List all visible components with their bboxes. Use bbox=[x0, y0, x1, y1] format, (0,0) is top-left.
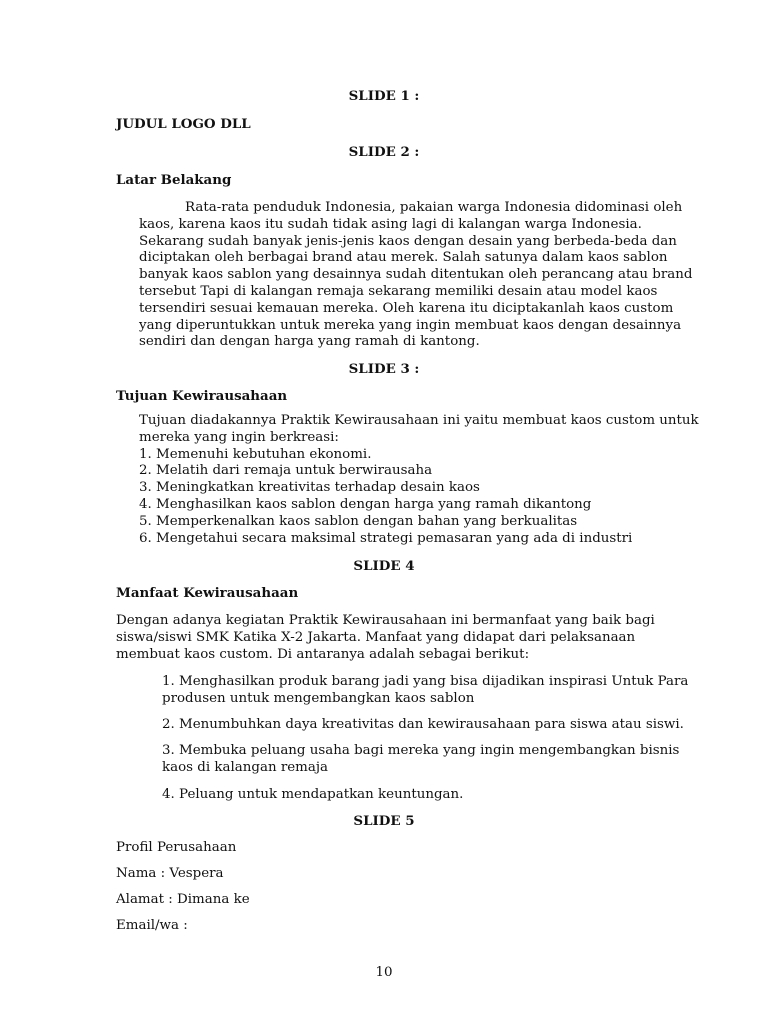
list-item-line: 2. Menumbuhkan daya kreativitas dan kewirausahaan para siswa atau siswi. bbox=[162, 717, 684, 732]
paragraph-line: diciptakan oleh berbagai brand atau merek. Salah satunya dalam kaos sablon bbox=[139, 250, 668, 266]
slide2-heading: SLIDE 2 : bbox=[348, 144, 420, 160]
paragraph-line: banyak kaos sablon yang desainnya sudah ditentukan oleh perancang atau brand bbox=[139, 267, 693, 283]
section-title-manfaat: Manfaat Kewirausahaan bbox=[116, 585, 299, 601]
profil-perusahaan-label: Profil Perusahaan bbox=[116, 840, 237, 855]
paragraph-line: sendiri dan dengan harga yang ramah di kantong. bbox=[139, 334, 480, 350]
list-item-line: kaos di kalangan remaja bbox=[162, 759, 328, 775]
paragraph-line: yang diperuntukkan untuk mereka yang ingin membuat kaos dengan desainnya bbox=[139, 317, 682, 333]
list-item: 4. Menghasilkan kaos sablon dengan harga yang ramah dikantong bbox=[139, 496, 592, 512]
paragraph-line: membuat kaos custom. Di antaranya adalah sebagai berikut: bbox=[116, 646, 530, 662]
paragraph-line: kaos, karena kaos itu sudah tidak asing lagi di kalangan warga Indonesia. bbox=[139, 216, 642, 232]
slide4-heading: SLIDE 4 bbox=[353, 558, 415, 574]
section-title-tujuan: Tujuan Kewirausahaan bbox=[116, 388, 288, 404]
list-item-line: produsen untuk mengembangkan kaos sablon bbox=[162, 690, 475, 706]
page-number: 10 bbox=[375, 965, 393, 980]
manfaat-item-1 bbox=[162, 674, 688, 708]
list-item: 3. Meningkatkan kreativitas terhadap desain kaos bbox=[139, 480, 480, 496]
list-item: 6. Mengetahui secara maksimal strategi pemasaran yang ada di industri bbox=[139, 530, 633, 546]
paragraph-line: Rata-rata penduduk Indonesia, pakaian warga Indonesia didominasi oleh bbox=[185, 200, 683, 215]
manfaat-intro bbox=[116, 613, 655, 663]
manfaat-item-2 bbox=[162, 717, 684, 734]
company-address: Alamat : Dimana ke bbox=[116, 892, 250, 907]
slide1-title: JUDUL LOGO DLL bbox=[116, 116, 251, 132]
manfaat-item-4 bbox=[162, 787, 463, 804]
company-contact: Email/wa : bbox=[116, 918, 188, 933]
list-item-line: 3. Membuka peluang usaha bagi mereka yang ingin mengembangkan bisnis bbox=[162, 743, 680, 758]
slide1-heading: SLIDE 1 : bbox=[348, 88, 420, 104]
paragraph-line: siswa/siswi SMK Katika X-2 Jakarta. Manfaat yang didapat dari pelaksanaan bbox=[116, 629, 636, 645]
list-item: 2. Melatih dari remaja untuk berwirausaha bbox=[139, 463, 433, 479]
slide5-heading: SLIDE 5 bbox=[353, 813, 415, 829]
manfaat-item-3 bbox=[162, 743, 679, 777]
section-title-latar-belakang: Latar Belakang bbox=[116, 172, 232, 188]
list-item: 1. Memenuhi kebutuhan ekonomi. bbox=[139, 446, 372, 462]
tujuan-list bbox=[139, 413, 699, 547]
list-item-line: 4. Peluang untuk mendapatkan keuntungan. bbox=[162, 787, 464, 802]
paragraph-line: Dengan adanya kegiatan Praktik Kewirausahaan ini bermanfaat yang baik bagi bbox=[116, 613, 655, 628]
list-item-line: 1. Menghasilkan produk barang jadi yang bisa dijadikan inspirasi Untuk Para bbox=[162, 674, 689, 689]
list-item: 5. Memperkenalkan kaos sablon dengan bahan yang berkualitas bbox=[139, 513, 578, 529]
list-item: Tujuan diadakannya Praktik Kewirausahaan ini yaitu membuat kaos custom untuk bbox=[139, 413, 699, 428]
company-name: Nama : Vespera bbox=[116, 866, 224, 881]
latar-belakang-paragraph bbox=[139, 200, 692, 351]
paragraph-line: tersendiri sesuai kemauan mereka. Oleh karena itu diciptakanlah kaos custom bbox=[139, 300, 674, 316]
paragraph-line: tersebut Tapi di kalangan remaja sekarang memiliki desain atau model kaos bbox=[139, 283, 658, 299]
paragraph-line: Sekarang sudah banyak jenis-jenis kaos dengan desain yang berbeda-beda dan bbox=[139, 233, 677, 249]
slide3-heading: SLIDE 3 : bbox=[348, 361, 420, 377]
list-item: mereka yang ingin berkreasi: bbox=[139, 429, 339, 445]
